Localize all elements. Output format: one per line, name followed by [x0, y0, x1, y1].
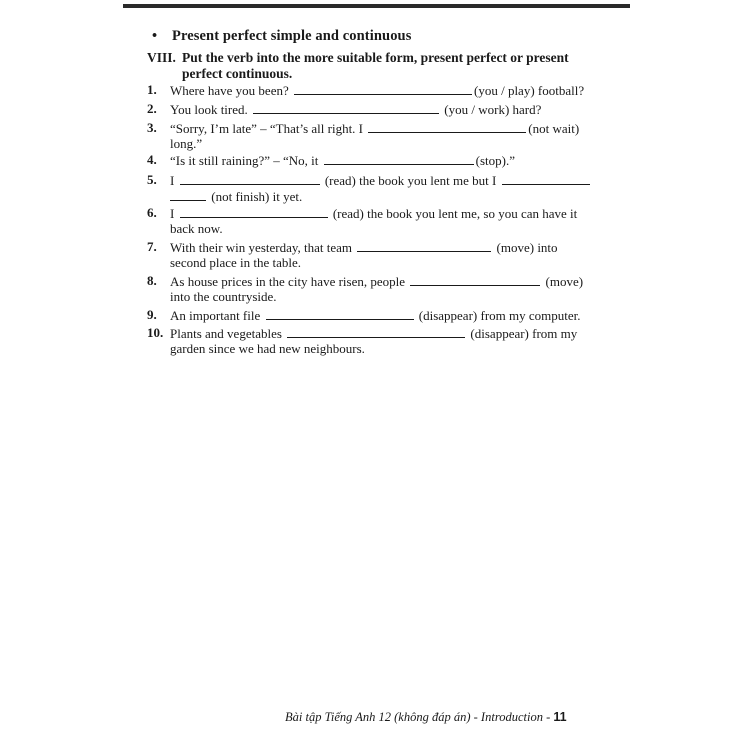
item-number: 6. [147, 205, 157, 220]
item-text: (not wait) [528, 121, 580, 136]
answer-blank[interactable] [294, 82, 472, 95]
page-footer [285, 710, 567, 725]
item-text: (move) into [496, 240, 558, 255]
item-text: garden since we had new neighbours. [170, 341, 365, 356]
answer-blank[interactable] [410, 273, 540, 286]
item-number: 4. [147, 152, 157, 167]
section-heading-text: Present perfect simple and continuous [172, 28, 412, 44]
item-text: (not finish) it yet. [211, 189, 303, 204]
section-heading [152, 28, 411, 45]
exercise-title [147, 50, 607, 82]
answer-blank[interactable] [368, 120, 526, 133]
item-text: “Is it still raining?” – “No, it [170, 153, 319, 168]
answer-blank[interactable] [287, 325, 465, 338]
item-number: 5. [147, 172, 157, 187]
item-number: 9. [147, 307, 157, 322]
item-text: into the countryside. [170, 289, 277, 304]
item-text: (stop).” [475, 153, 515, 168]
item-text: (read) the book you lent me but I [324, 173, 497, 188]
item-text: long.” [170, 136, 203, 151]
answer-blank[interactable] [324, 152, 474, 165]
item-text: (disappear) from my [470, 326, 578, 341]
exercise-title-line2: perfect continuous. [182, 66, 293, 81]
item-number: 8. [147, 273, 157, 288]
exercise-number: VIII. [147, 50, 176, 65]
item-text: (you / play) football? [474, 83, 585, 98]
item-text: (move) [545, 274, 584, 289]
item-number: 1. [147, 82, 157, 97]
item-text: Plants and vegetables [170, 326, 282, 341]
exercise-title-line1: Put the verb into the more suitable form, present perfect or present [182, 50, 569, 65]
item-text: second place in the table. [170, 255, 302, 270]
page-number: 11 [553, 710, 567, 724]
item-text: back now. [170, 221, 223, 236]
answer-blank[interactable] [253, 101, 439, 114]
item-text: An important file [170, 308, 261, 323]
answer-blank[interactable] [266, 307, 414, 320]
item-text: You look tired. [170, 102, 248, 117]
footer-text: Bài tập Tiếng Anh 12 (không đáp án) - Introduction - [285, 710, 554, 724]
item-text: (you / work) hard? [444, 102, 542, 117]
item-text: I [170, 206, 175, 221]
item-text: “Sorry, I’m late” – “That’s all right. I [170, 121, 364, 136]
answer-blank[interactable] [180, 172, 320, 185]
item-text: (disappear) from my computer. [418, 308, 581, 323]
item-text: (read) the book you lent me, so you can have it [332, 206, 578, 221]
item-number: 7. [147, 239, 157, 254]
item-number: 3. [147, 120, 157, 135]
answer-blank[interactable] [502, 172, 590, 185]
top-rule [123, 4, 630, 8]
answer-blank[interactable] [357, 239, 491, 252]
item-text: Where have you been? [170, 83, 289, 98]
answer-blank[interactable] [180, 205, 328, 218]
answer-blank[interactable] [170, 188, 206, 201]
bullet-icon: • [152, 28, 158, 44]
item-number: 2. [147, 101, 157, 116]
item-text: As house prices in the city have risen, people [170, 274, 406, 289]
item-text: I [170, 173, 175, 188]
item-text: With their win yesterday, that team [170, 240, 353, 255]
item-number: 10. [147, 325, 164, 340]
